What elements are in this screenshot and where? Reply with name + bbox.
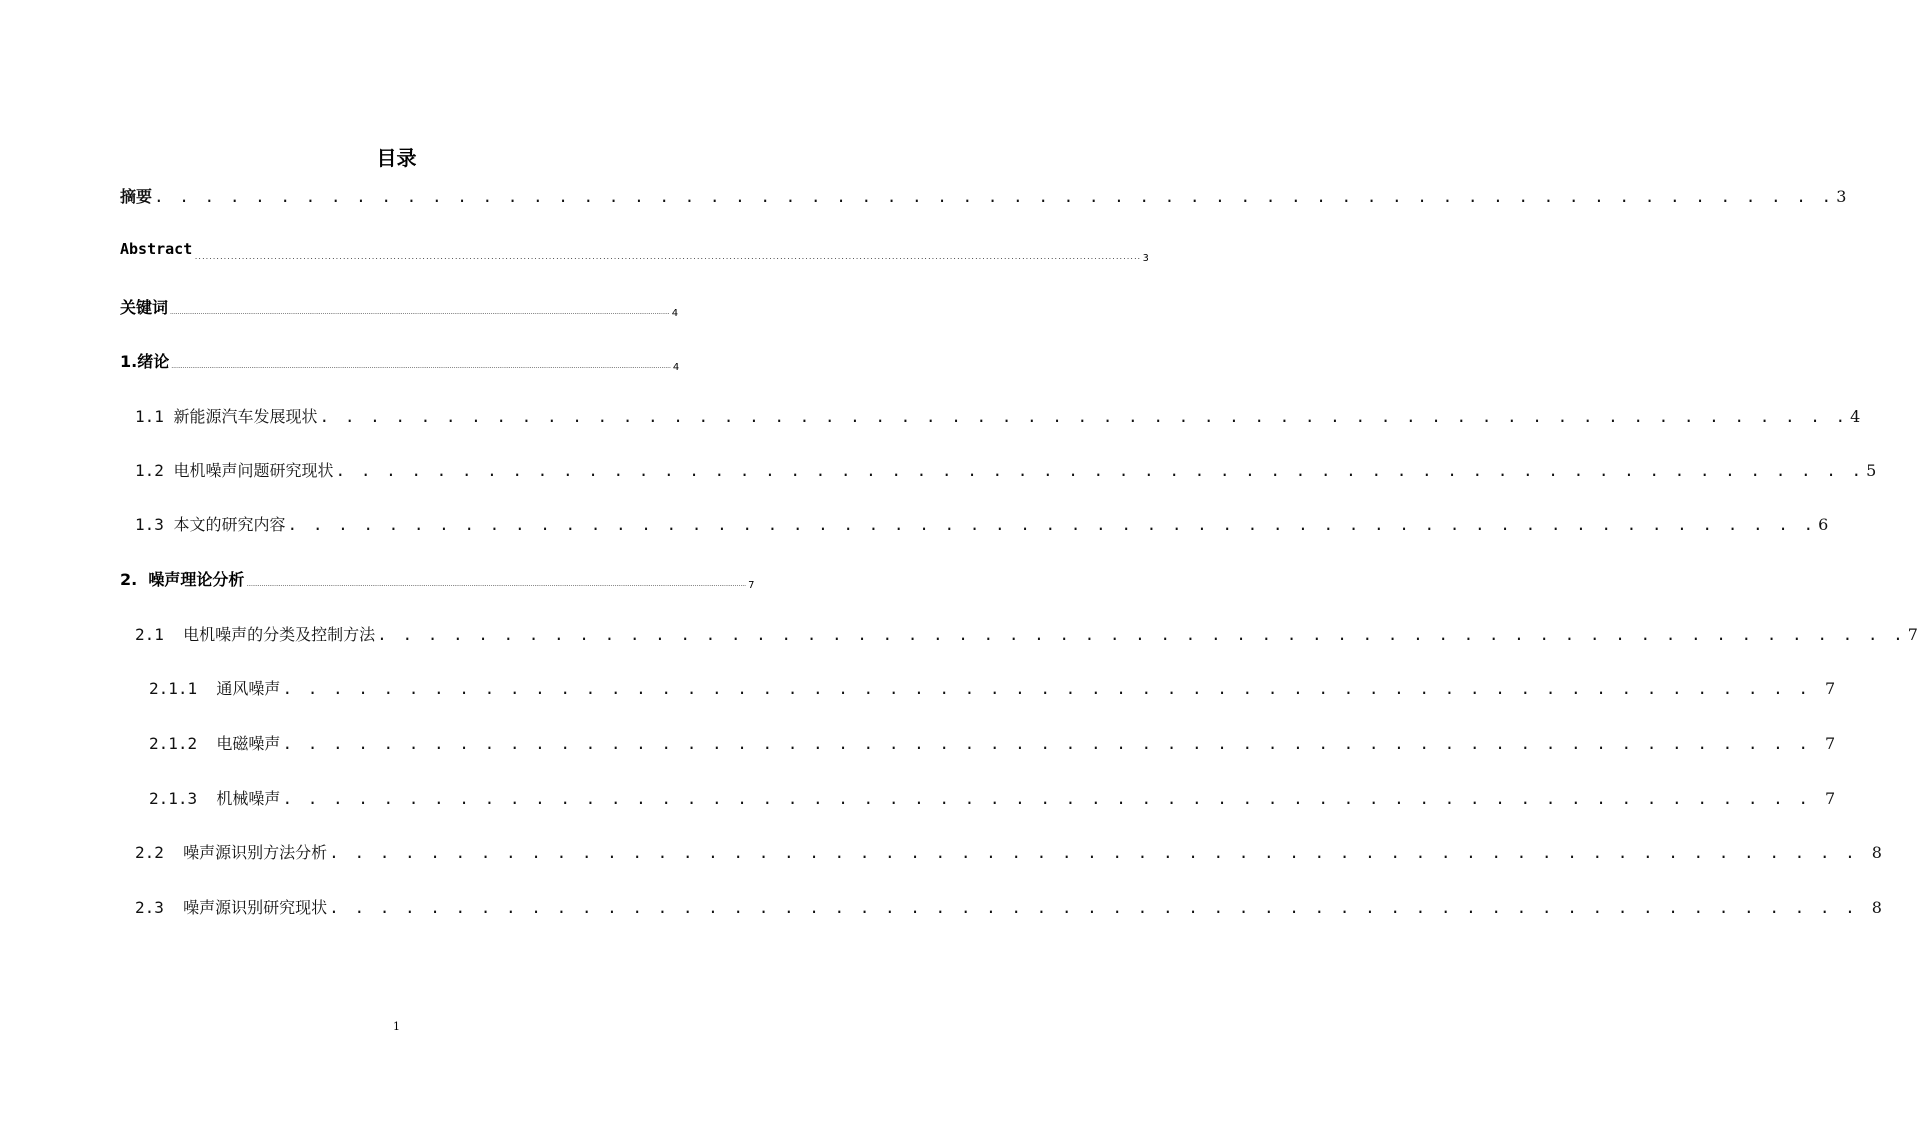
toc-page-number: 6: [1818, 515, 1829, 534]
toc-label: 1.1 新能源汽车发展现状: [135, 407, 318, 426]
toc-label: 摘要: [120, 187, 153, 206]
toc-leader: . . . . . . . . . . . . . . . . . . . . . . . . . . . . . . . . . . . . . . . . . . . . . . . . . . . . . . . . . . . . .: [319, 407, 1849, 426]
toc-leader: . . . . . . . . . . . . . . . . . . . . . . . . . . . . . . . . . . . . . . . . . . . . . . . . . . . . . . . . . . . . .: [282, 679, 1812, 698]
toc-page-number: 4: [671, 308, 679, 319]
toc-leader: . . . . . . . . . . . . . . . . . . . . . . . . . . . . . . . . . . . . . . . . . . . . . . . . . . . . . . . . . . . . .: [377, 625, 1906, 644]
toc-leader: ......................................................................................................................................................................................................................................................................: [171, 363, 671, 370]
toc-page-number: 7: [1825, 789, 1836, 808]
page-number-footer: 1: [393, 1020, 400, 1033]
toc-entry-chapter-2[interactable]: [120, 567, 755, 591]
toc-label: 1.绪论: [120, 352, 170, 371]
toc-entry-keywords[interactable]: [120, 295, 679, 319]
toc-page-number: 3: [1142, 253, 1149, 264]
toc-label: 1.2 电机噪声问题研究现状: [135, 461, 334, 480]
toc-label: Abstract: [120, 240, 193, 258]
toc-page-number: 7: [1907, 625, 1918, 644]
toc-label: 2. 噪声理论分析: [120, 570, 245, 589]
toc-entry-2-1-1[interactable]: [149, 676, 1836, 700]
toc-page-number: 5: [1866, 461, 1877, 480]
toc-leader: . . . . . . . . . . . . . . . . . . . . . . . . . . . . . . . . . . . . . . . . . . . . . . . . . . . . . . . . . . . . .: [329, 843, 1858, 862]
toc-leader: ......................................................................................................................................................................................................................................................................: [170, 309, 670, 316]
toc-label: 关键词: [120, 298, 169, 317]
toc-page-number: 4: [1850, 407, 1861, 426]
toc-label: 2.1 电机噪声的分类及控制方法: [135, 625, 376, 644]
toc-entry-1-2[interactable]: [135, 458, 1877, 482]
toc-page-number: 3: [1836, 187, 1847, 206]
toc-entry-2-3[interactable]: [135, 895, 1882, 919]
toc-page-number: 7: [748, 580, 755, 591]
toc-leader: ......................................................................................................................................................................................................................................................................: [194, 254, 1141, 261]
toc-entry-1-1[interactable]: [135, 404, 1861, 428]
toc-page-number: 8: [1871, 843, 1882, 862]
toc-page-number: 7: [1825, 734, 1836, 753]
toc-entry-2-1-2[interactable]: [149, 731, 1836, 755]
toc-label: 1.3 本文的研究内容: [135, 515, 286, 534]
toc-page-number: 7: [1825, 679, 1836, 698]
toc-entry-abstract-cn[interactable]: [120, 184, 1847, 208]
toc-label: 2.1.3 机械噪声: [149, 789, 281, 808]
toc-leader: . . . . . . . . . . . . . . . . . . . . . . . . . . . . . . . . . . . . . . . . . . . . . . . . . . . . . . . . . . . . .: [282, 789, 1812, 808]
toc-leader: . . . . . . . . . . . . . . . . . . . . . . . . . . . . . . . . . . . . . . . . . . . . . . . . . . . . . . . . . . . . .: [282, 734, 1812, 753]
toc-entry-abstract[interactable]: [120, 240, 1149, 264]
toc-entry-2-2[interactable]: [135, 840, 1882, 864]
toc-entry-1-3[interactable]: [135, 512, 1829, 536]
toc-entry-2-1[interactable]: [135, 622, 1918, 646]
toc-leader: . . . . . . . . . . . . . . . . . . . . . . . . . . . . . . . . . . . . . . . . . . . . . . . . . . . . . . . . . . . . . . . . . . .: [154, 187, 1835, 206]
page-title: 目录: [376, 146, 417, 170]
toc-entry-2-1-3[interactable]: [149, 786, 1836, 810]
toc-label: 2.1.2 电磁噪声: [149, 734, 281, 753]
toc-leader: . . . . . . . . . . . . . . . . . . . . . . . . . . . . . . . . . . . . . . . . . . . . . . . . . . . . . . . . . . . . .: [287, 515, 1817, 534]
toc-label: 2.1.1 通风噪声: [149, 679, 281, 698]
toc-label: 2.3 噪声源识别研究现状: [135, 898, 328, 917]
toc-label: 2.2 噪声源识别方法分析: [135, 843, 328, 862]
toc-page-number: 4: [672, 362, 680, 373]
toc-leader: . . . . . . . . . . . . . . . . . . . . . . . . . . . . . . . . . . . . . . . . . . . . . . . . . . . . . . . . . . . . .: [329, 898, 1858, 917]
toc-leader: ......................................................................................................................................................................................................................................................................: [246, 581, 747, 588]
toc-entry-chapter-1[interactable]: [120, 349, 680, 373]
toc-leader: . . . . . . . . . . . . . . . . . . . . . . . . . . . . . . . . . . . . . . . . . . . . . . . . . . . . . . . . . . . . .: [335, 461, 1865, 480]
toc-page-number: 8: [1871, 898, 1882, 917]
